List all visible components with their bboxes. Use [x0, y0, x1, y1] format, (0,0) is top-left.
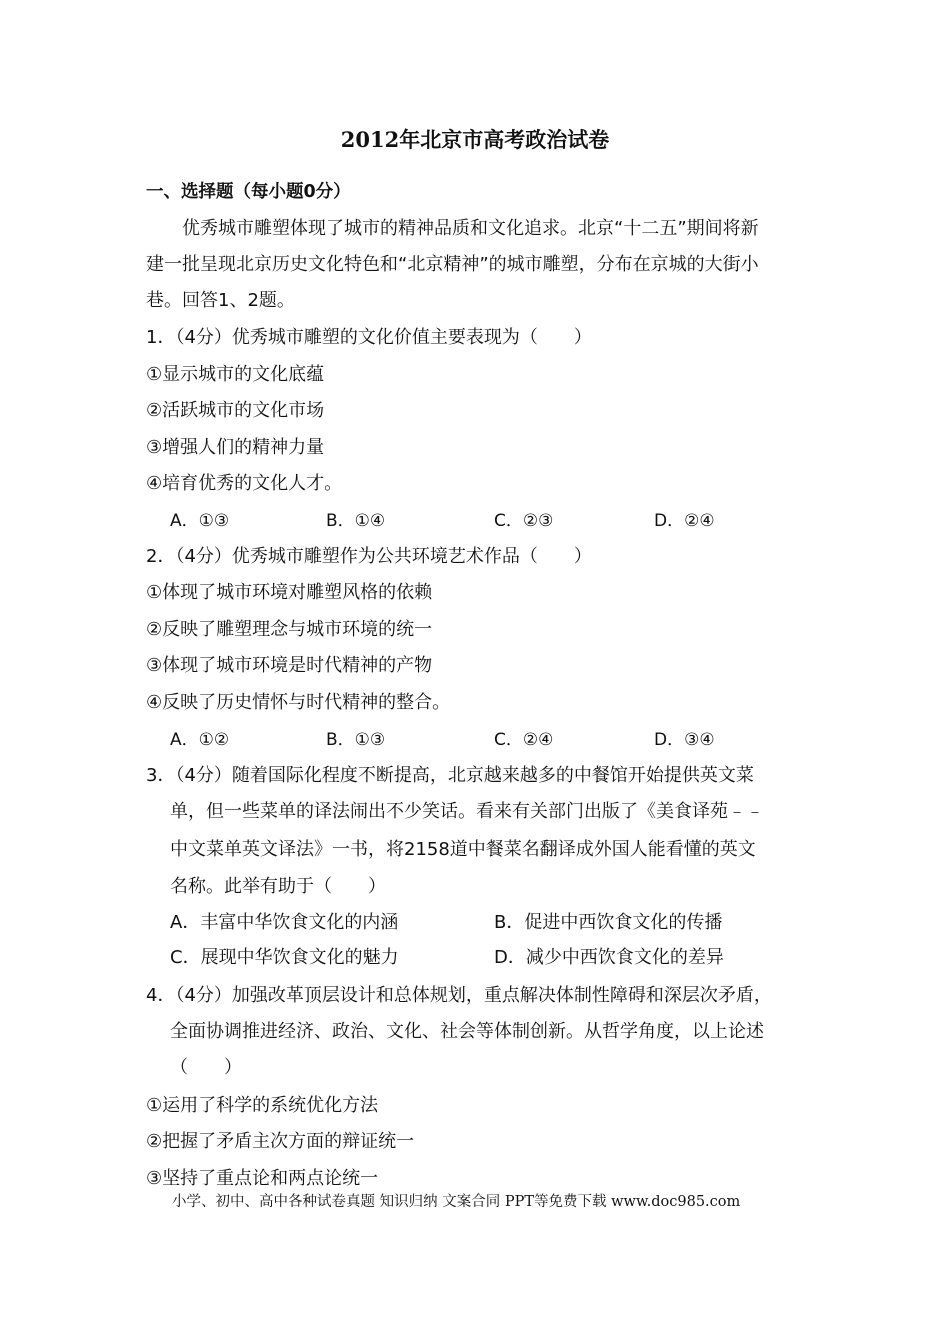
q2-option-c: C．②④ — [494, 730, 554, 750]
q1-item-2: ②活跃城市的文化市场 — [146, 400, 325, 421]
q2-option-b: B．①③ — [326, 730, 386, 750]
q4-item-1: ①运用了科学的系统优化方法 — [146, 1095, 379, 1116]
q2-option-d: D．③④ — [654, 730, 715, 750]
q4-stem-line-1: 4．（4分）加强改革顶层设计和总体规划，重点解决体制性障碍和深层次矛盾， — [146, 985, 772, 1006]
q3-option-c: C．展现中华饮食文化的魅力 — [170, 947, 399, 968]
q4-stem-line-3: （ ） — [170, 1057, 242, 1078]
q2-item-3: ③体现了城市环境是时代精神的产物 — [146, 655, 433, 676]
q1-item-4: ④培育优秀的文化人才。 — [146, 473, 343, 494]
q2-stem: 2．（4分）优秀城市雕塑作为公共环境艺术作品（ ） — [146, 546, 592, 567]
q1-stem: 1．（4分）优秀城市雕塑的文化价值主要表现为（ ） — [146, 327, 592, 348]
q2-item-1: ①体现了城市环境对雕塑风格的依赖 — [146, 582, 433, 603]
q3-stem-line-2: 单，但一些菜单的译法闹出不少笑话。看来有关部门出版了《美食译苑﹣﹣ — [170, 801, 764, 822]
intro-line-1: 优秀城市雕塑体现了城市的精神品质和文化追求。北京“十二五”期间将新 — [182, 218, 759, 239]
q1-option-c: C．②③ — [494, 511, 554, 531]
q2-item-2: ②反映了雕塑理念与城市环境的统一 — [146, 619, 433, 640]
q2-item-4: ④反映了历史情怀与时代精神的整合。 — [146, 692, 451, 713]
q1-option-b: B．①④ — [326, 511, 386, 531]
q3-stem-line-3: 中文菜单英文译法》一书，将2158道中餐菜名翻译成外国人能看懂的英文 — [170, 839, 756, 860]
q1-option-d: D．②④ — [654, 511, 715, 531]
q2-option-a: A．①② — [170, 730, 230, 750]
intro-line-3: 巷。回答1、2题。 — [146, 290, 295, 311]
q1-item-3: ③增强人们的精神力量 — [146, 437, 325, 458]
q3-option-a: A．丰富中华饮食文化的内涵 — [170, 912, 399, 933]
q3-stem-line-1: 3．（4分）随着国际化程度不断提高，北京越来越多的中餐馆开始提供英文菜 — [146, 765, 754, 786]
q4-item-2: ②把握了矛盾主次方面的辩证统一 — [146, 1131, 415, 1152]
q3-option-d: D．减少中西饮食文化的差异 — [494, 947, 724, 968]
q3-stem-line-4: 名称。此举有助于（ ） — [170, 876, 386, 897]
page-footer: 小学、初中、高中各种试卷真题 知识归纳 文案合同 PPT等免费下载 www.doc985.com — [172, 1194, 741, 1210]
section-heading: 一、选择题（每小题0分） — [146, 182, 351, 202]
q3-option-b: B．促进中西饮食文化的传播 — [494, 912, 723, 933]
q4-item-3: ③坚持了重点论和两点论统一 — [146, 1168, 379, 1189]
q1-item-1: ①显示城市的文化底蕴 — [146, 364, 325, 385]
page-title: 2012年北京市高考政治试卷 — [340, 127, 610, 152]
intro-line-2: 建一批呈现北京历史文化特色和“北京精神”的城市雕塑，分布在京城的大街小 — [146, 254, 759, 275]
q4-stem-line-2: 全面协调推进经济、政治、文化、社会等体制创新。从哲学角度，以上论述 — [170, 1021, 764, 1042]
q1-option-a: A．①③ — [170, 511, 230, 531]
